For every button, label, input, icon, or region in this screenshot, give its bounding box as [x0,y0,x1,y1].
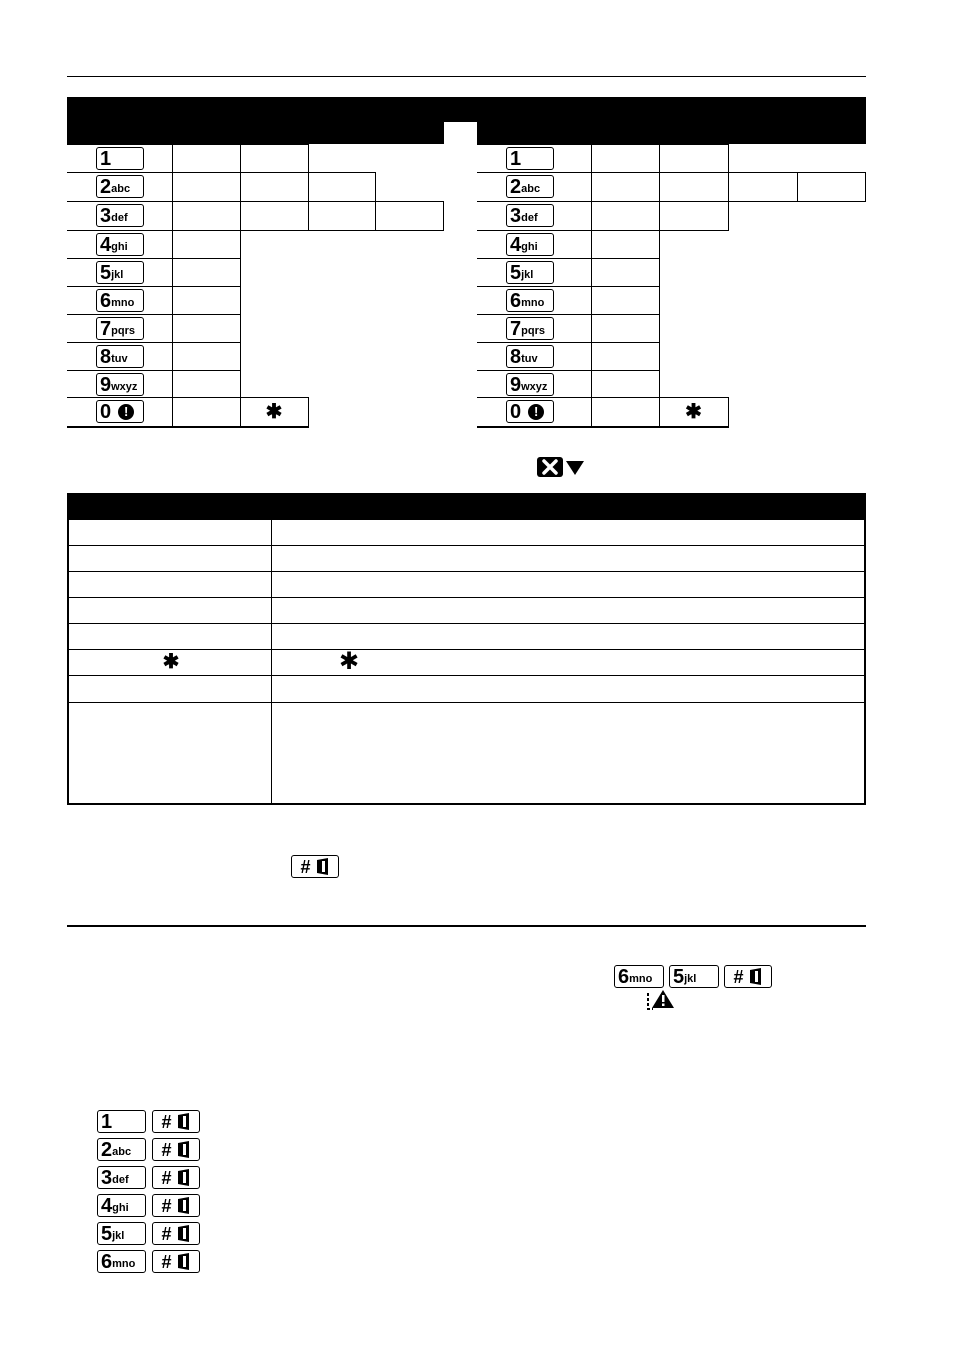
char-cell [308,201,376,231]
key-letters: jkl [111,268,124,281]
key-1 [96,147,144,170]
hash-symbol: # [161,1111,172,1132]
key-digit: 2 [510,175,521,198]
key-digit: 4 [100,233,111,256]
section-rule [67,925,866,927]
key-digit: 3 [510,204,521,227]
char-cell [172,230,241,259]
key-5-jkl: 5 jkl [669,965,719,988]
key-1 [97,1110,146,1133]
key-digit: 0 [510,400,521,423]
key-digit: 1 [100,147,111,170]
char-cell [591,370,660,398]
hash-door-key-icon [152,1166,200,1189]
char-cell [591,314,660,343]
key-digit: 1 [510,147,521,170]
char-cell [240,201,309,231]
hash-door-key-icon: # [291,855,339,878]
key-3 [506,204,554,227]
star-icon-left: ✱ [265,401,283,423]
function-row-line [67,702,866,703]
key-digit: 1 [101,1110,112,1133]
char-cell [240,172,309,202]
key-digit: 5 [510,261,521,284]
emergency-icon: ! [528,404,544,420]
header-notch [444,122,477,145]
table-border-bottom [67,426,309,428]
char-cell [375,201,444,231]
char-cell [591,286,660,315]
key-letters: mno [521,296,545,309]
key-0 [96,400,144,423]
key-letters: tuv [111,352,128,365]
key-3 [96,204,144,227]
key-letters: def [111,211,128,224]
key-letters: mno [111,296,135,309]
char-cell [591,144,660,173]
asterisk-icon-right: ✱ [338,648,360,675]
alarm-trouble-icon [646,989,676,1011]
key-letters: jkl [521,268,534,281]
key-digit: 3 [101,1166,112,1189]
key-letters: abc [521,182,541,195]
key-8 [506,345,554,368]
star-icon-left: ✱ [162,651,180,673]
key-6-mno: 6 mno [614,965,664,988]
key-letters: def [112,1173,129,1186]
key-6 [506,289,554,312]
door-icon [749,968,763,985]
key-7 [96,317,144,340]
key-2 [97,1138,146,1161]
key-letters: mno [112,1257,136,1270]
key-letters: pqrs [111,324,135,337]
door-icon [177,1141,191,1158]
hash-door-key-icon: # [724,965,772,988]
key-4 [97,1194,146,1217]
char-cell [172,314,241,343]
hash-symbol: # [161,1167,172,1188]
key-digit: 3 [100,204,111,227]
key-0 [506,400,554,423]
char-cell [591,397,660,428]
close-scroll-down-icon [536,456,586,478]
key-digit: 6 [101,1250,112,1273]
char-cell [240,144,309,173]
table-border-bottom [477,426,729,428]
key-8 [96,345,144,368]
char-cell [172,397,241,428]
door-icon [177,1113,191,1130]
emergency-icon: ! [118,404,134,420]
key-letters: wxyz [111,380,138,393]
key-6 [96,289,144,312]
char-cell [172,201,241,231]
char-cell [591,230,660,259]
key-2 [96,175,144,198]
key-letters: abc [112,1145,132,1158]
door-icon [177,1197,191,1214]
function-row-line [67,623,866,624]
key-5 [96,261,144,284]
key-1 [506,147,554,170]
char-cell [659,201,729,231]
function-row-line [67,545,866,546]
key-digit: 6 [510,289,521,312]
key-digit: 7 [510,317,521,340]
char-cell [172,370,241,398]
key-letters: wxyz [521,380,548,393]
key-digit: 0 [100,400,111,423]
function-row-line [67,675,866,676]
char-cell [172,342,241,371]
hash-door-key-icon [152,1250,200,1273]
key-letters: ghi [521,240,538,253]
key-digit: 2 [100,175,111,198]
char-cell [172,172,241,202]
key-letters: abc [111,182,131,195]
char-cell [591,258,660,287]
key-letters: ghi [112,1201,129,1214]
char-cell [591,201,660,231]
key-digit: 2 [101,1138,112,1161]
door-icon [316,858,330,875]
key-digit: 5 [101,1222,112,1245]
key-letters: tuv [521,352,538,365]
char-cell [308,172,376,202]
function-table-header [69,495,866,519]
key-digit: 9 [100,373,111,396]
key-digit: 4 [510,233,521,256]
key-letters: pqrs [521,324,545,337]
star-icon-right: ✱ [685,401,702,423]
char-cell [591,342,660,371]
char-cell [591,172,660,202]
key-5 [506,261,554,284]
function-row-line [67,597,866,598]
function-col-divider [271,517,272,805]
hash-door-key-icon [152,1194,200,1217]
top-rule [67,76,866,77]
char-cell [172,286,241,315]
key-9 [96,373,144,396]
hash-door-key-icon [152,1222,200,1245]
key-letters: jkl [112,1229,125,1242]
function-row-line [67,519,866,520]
key-4 [96,233,144,256]
key-7 [506,317,554,340]
key-letters: def [521,211,538,224]
key-5 [97,1222,146,1245]
door-icon [177,1225,191,1242]
key-letters: ghi [111,240,128,253]
char-cell [728,172,798,202]
char-cell [172,258,241,287]
key-9 [506,373,554,396]
door-icon [177,1169,191,1186]
char-cell [172,144,241,173]
hash-symbol: # [161,1251,172,1272]
key-digit: 8 [100,345,111,368]
hash-door-key-icon [152,1138,200,1161]
hash-door-key-icon [152,1110,200,1133]
char-cell [659,144,729,173]
key-digit: 5 [100,261,111,284]
key-digit: 4 [101,1194,112,1217]
key-3 [97,1166,146,1189]
char-cell [659,172,729,202]
door-icon [177,1253,191,1270]
key-digit: 8 [510,345,521,368]
char-cell [797,172,866,202]
key-digit: 6 [100,289,111,312]
function-row-line [67,649,866,650]
key-4 [506,233,554,256]
key-digit: 7 [100,317,111,340]
key-digit: 9 [510,373,521,396]
key-6 [97,1250,146,1273]
hash-symbol: # [161,1223,172,1244]
key-2 [506,175,554,198]
hash-symbol: # [161,1139,172,1160]
hash-symbol: # [161,1195,172,1216]
function-row-line [67,571,866,572]
